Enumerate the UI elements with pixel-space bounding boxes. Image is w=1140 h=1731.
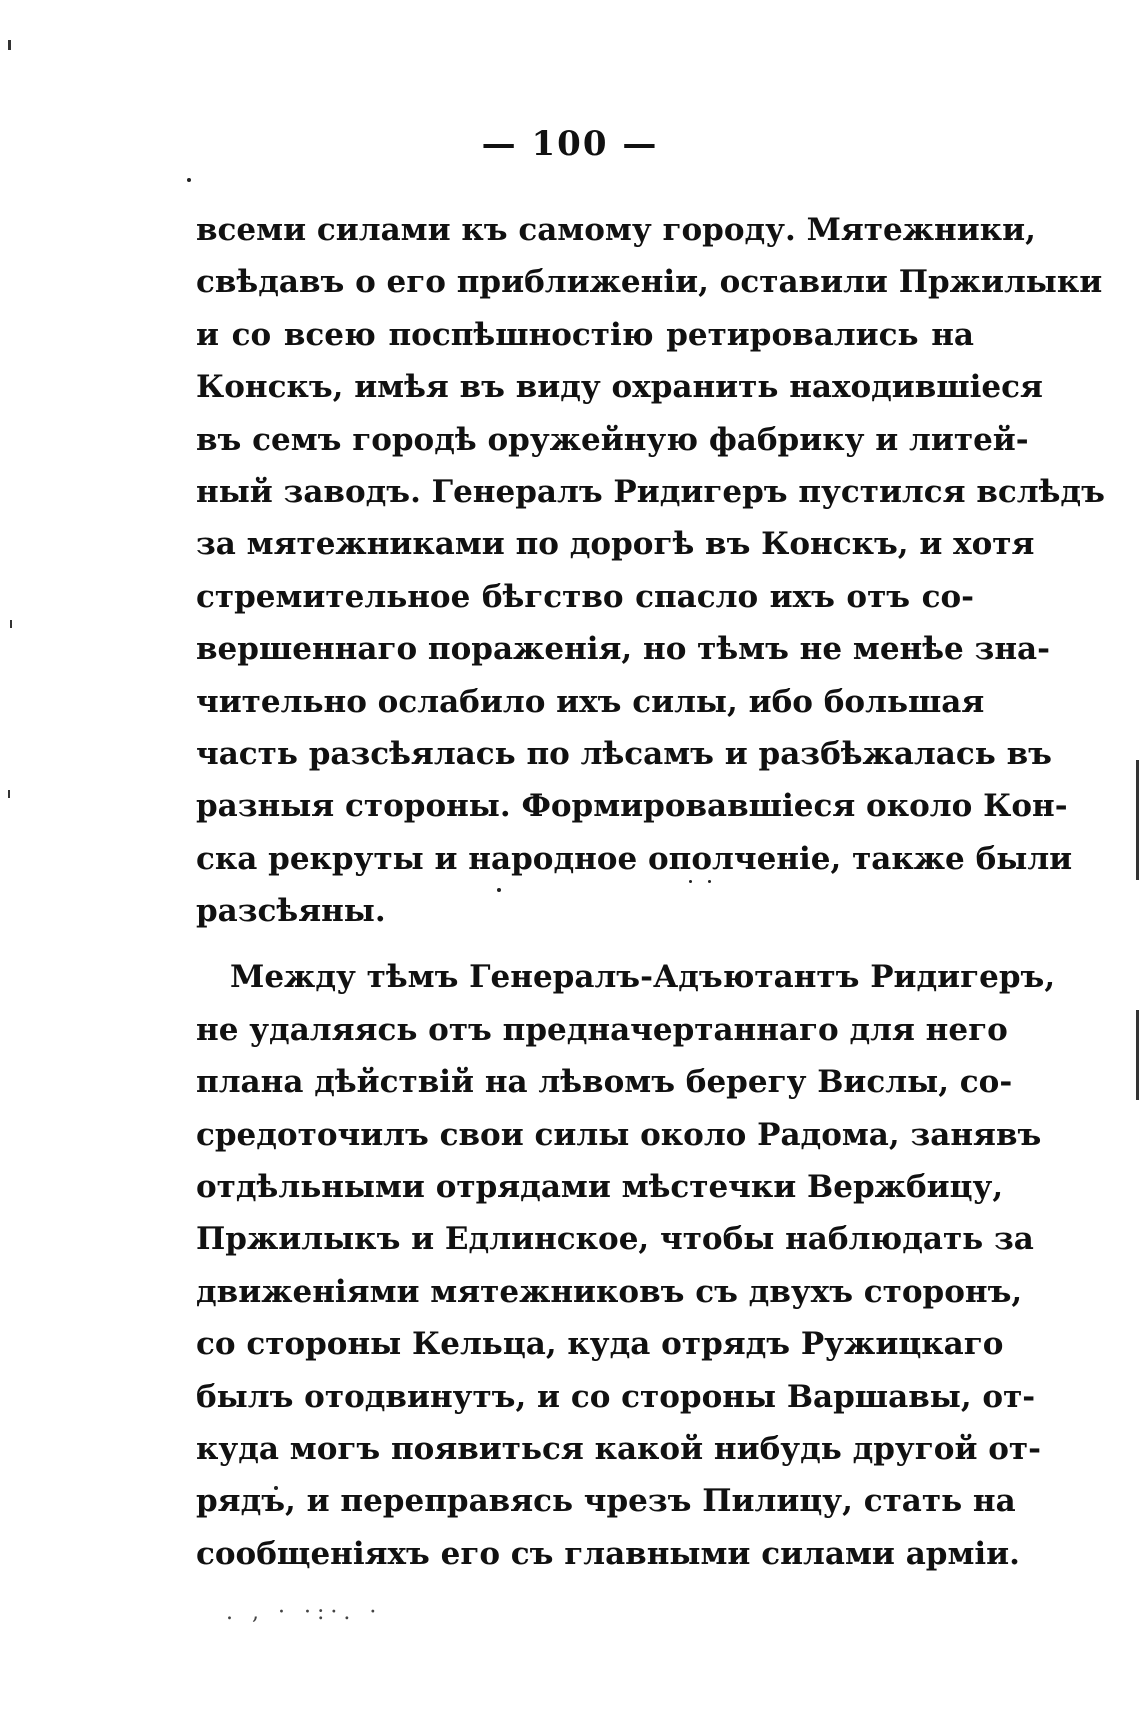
footer-ink-smudge: . , · ·:·. ·: [226, 1600, 383, 1625]
paragraph: [196, 204, 1105, 937]
text-line: чительно ослабило ихъ силы, ибо большая: [196, 683, 985, 720]
paragraph-gap: [196, 937, 974, 951]
text-line: движеніями мятежниковъ съ двухъ сторонъ,: [196, 1273, 1023, 1310]
body-text: [196, 204, 1105, 1580]
text-line: въ семъ городѣ оружейную фабрику и литей-: [196, 421, 1029, 458]
text-line: куда могъ появиться какой нибудь другой от-: [196, 1430, 1041, 1467]
ink-speck: [187, 178, 191, 182]
paragraph: [196, 951, 1056, 1580]
text-line: вершеннаго пораженія, но тѣмъ не менѣе зна-: [196, 631, 1050, 668]
text-line: плана дѣйствій на лѣвомъ берегу Вислы, со-: [196, 1064, 1013, 1101]
text-line: рядъ, и переправясь чрезъ Пилицу, стать на: [196, 1483, 1016, 1520]
text-line: ска рекруты и народное ополченіе, также были: [196, 840, 1073, 877]
left-margin-mark: [8, 40, 11, 50]
text-line: не удаляясь отъ предначертаннаго для него: [196, 1011, 1008, 1048]
text-line: былъ отодвинутъ, и со стороны Варшавы, от-: [196, 1378, 1036, 1415]
right-edge-line: [1136, 760, 1139, 880]
text-line: Пржилыкъ и Едлинское, чтобы наблюдать за: [196, 1221, 1034, 1258]
text-line: отдѣльными отрядами мѣстечки Вержбицу,: [196, 1169, 1004, 1206]
page-number: — 100 —: [481, 124, 659, 164]
text-line: и со всею поспѣшностію ретировались на: [196, 316, 974, 353]
text-line: свѣдавъ о его приближеніи, оставили Пржилыки: [196, 264, 1103, 301]
text-line: всеми силами къ самому городу. Мятежники,: [196, 212, 1036, 248]
text-line: ный заводъ. Генералъ Ридигеръ пустился вслѣдъ: [196, 473, 1105, 510]
text-line: разныя стороны. Формировавшіеся около Кон-: [196, 788, 1068, 825]
text-line: стремительное бѣгство спасло ихъ отъ со-: [196, 578, 974, 615]
text-line: со стороны Кельца, куда отрядъ Ружицкаго: [196, 1326, 1004, 1363]
text-line: сообщеніяхъ его съ главными силами арміи.: [196, 1535, 1020, 1572]
text-line: Конскъ, имѣя въ виду охранить находившіеся: [196, 369, 1043, 406]
left-margin-mark: [8, 790, 10, 798]
text-line: разсѣяны.: [196, 893, 386, 930]
text-line: часть разсѣялась по лѣсамъ и разбѣжалась въ: [196, 735, 1052, 772]
left-margin-mark: [10, 620, 12, 628]
right-edge-line: [1136, 1010, 1139, 1100]
text-line: Между тѣмъ Генералъ-Адъютантъ Ридигеръ,: [230, 959, 1056, 996]
text-line: средоточилъ свои силы около Радома, занявъ: [196, 1116, 1042, 1153]
text-line: за мятежниками по дорогѣ въ Конскъ, и хотя: [196, 526, 1035, 563]
